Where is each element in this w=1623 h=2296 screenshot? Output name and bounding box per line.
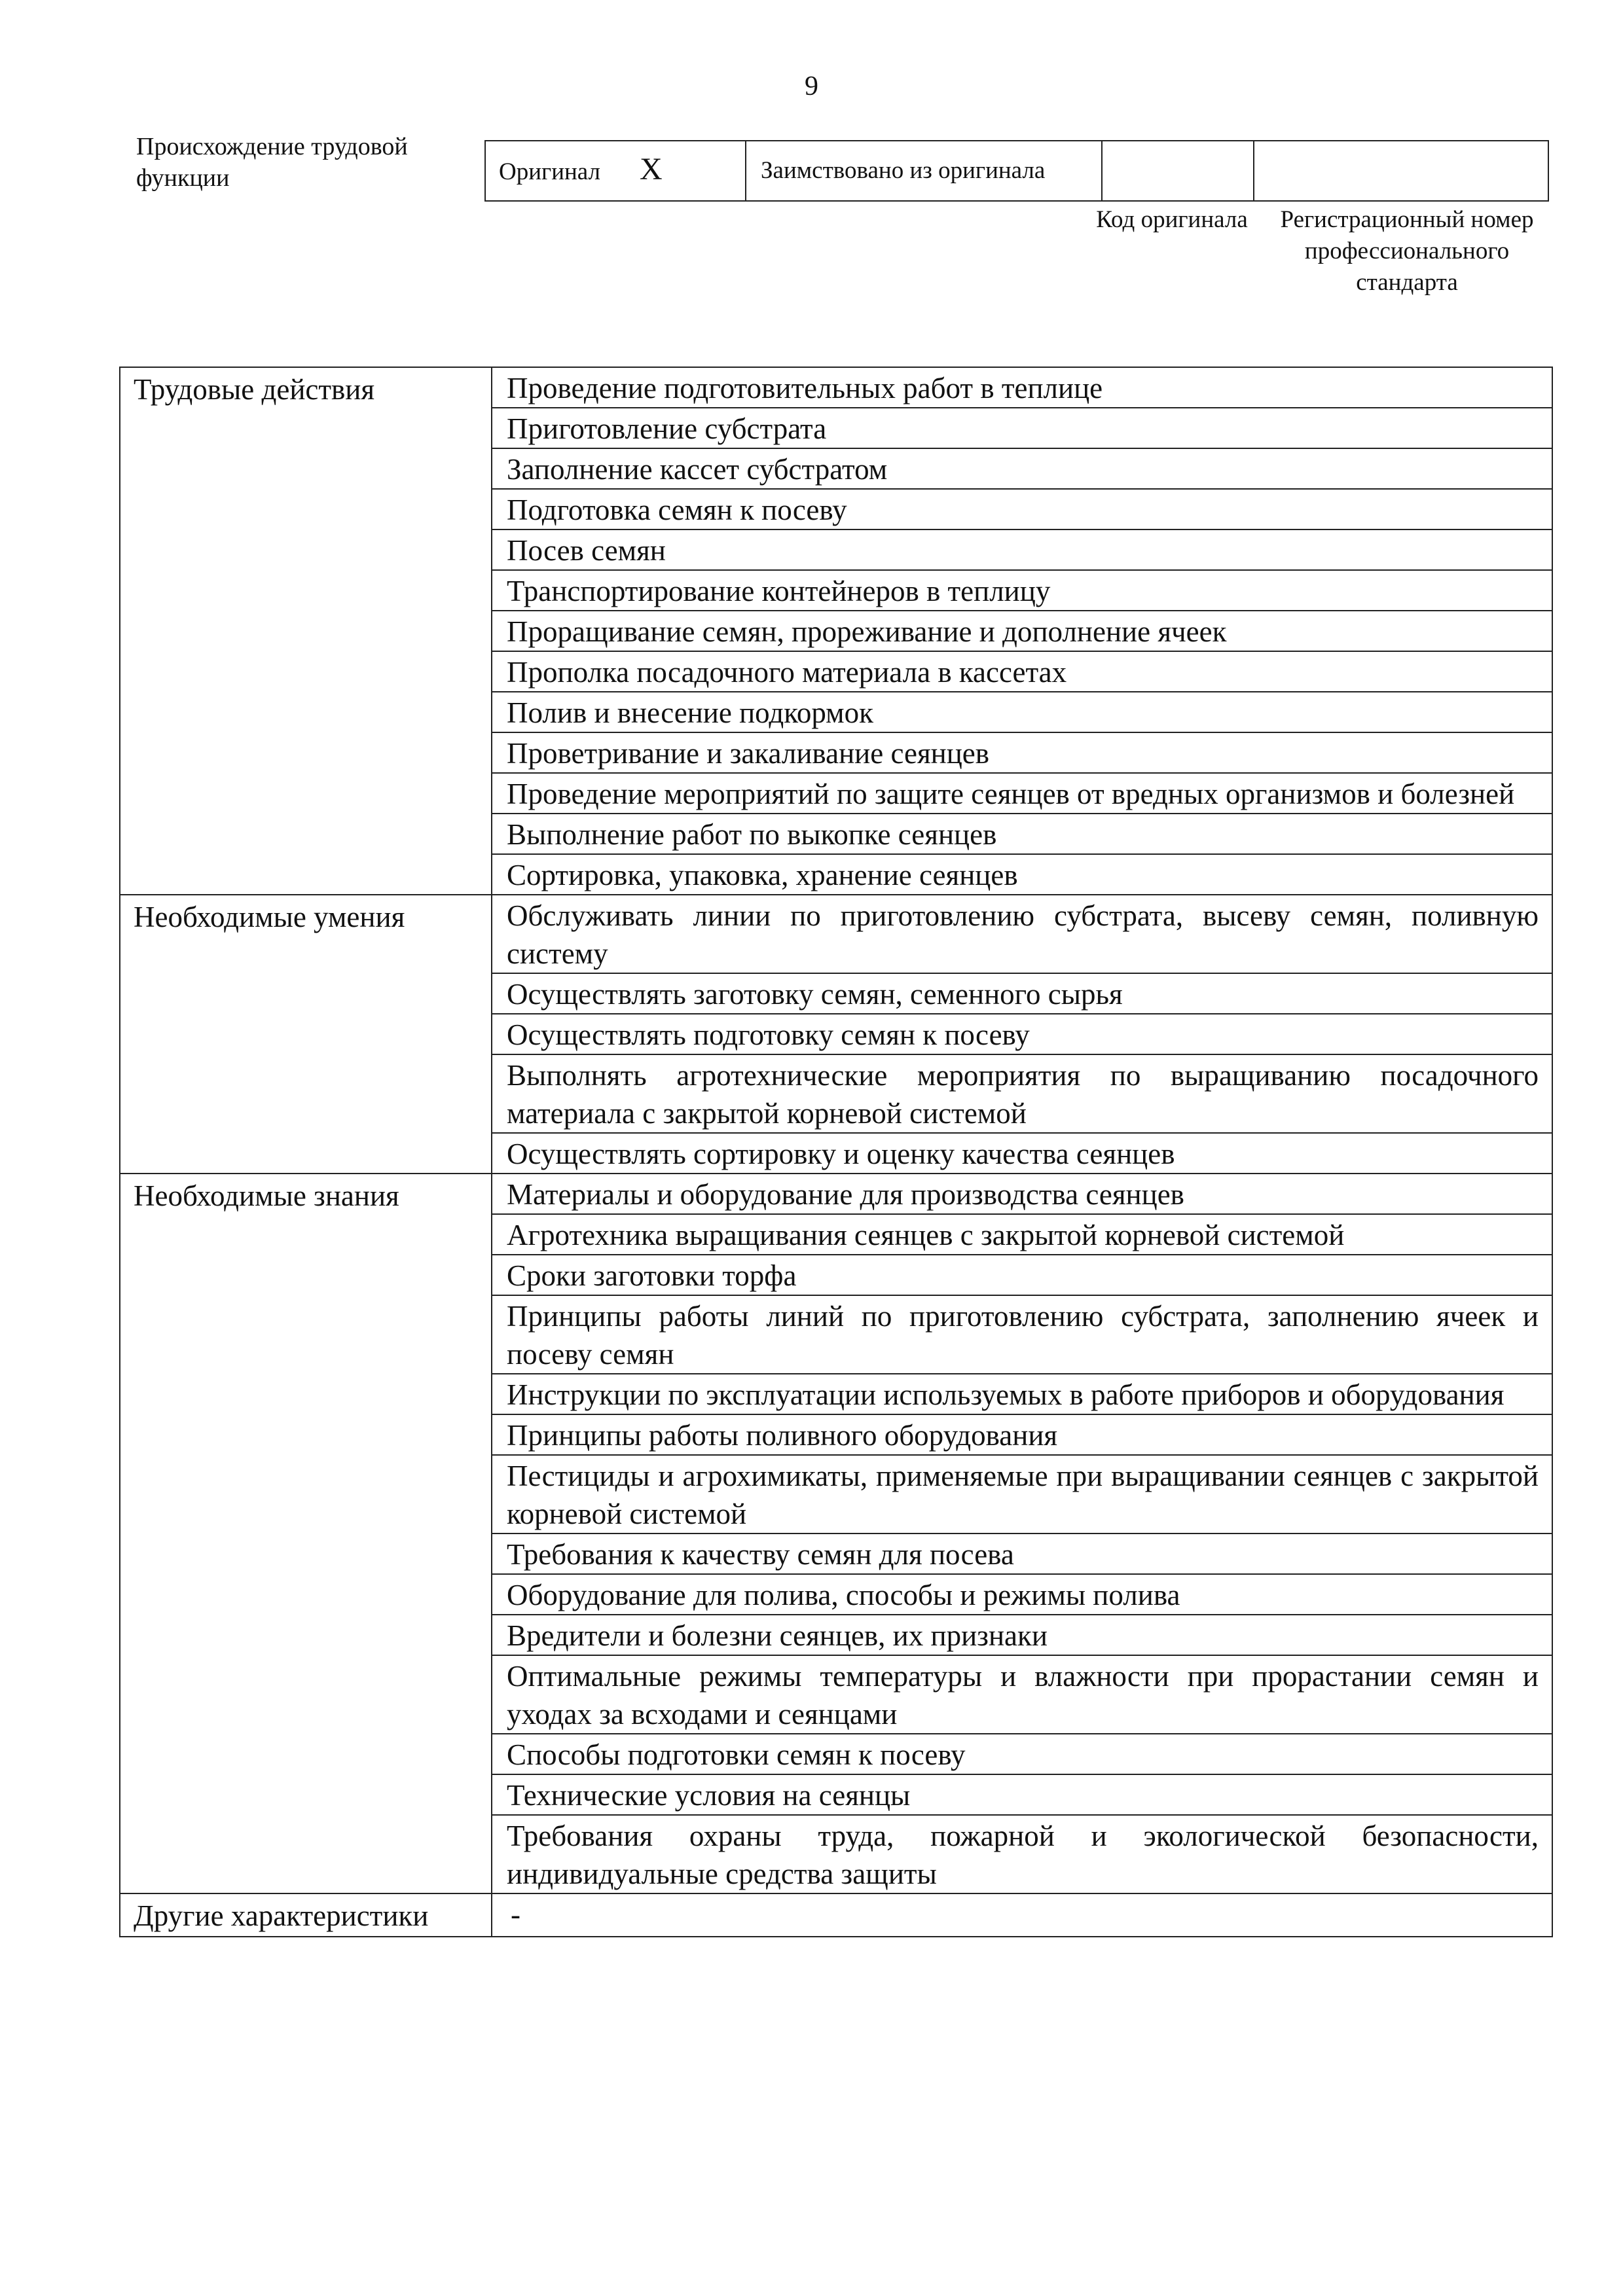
section-item: Проведение мероприятий по защите сеянцев от вредных организмов и болезней <box>492 773 1552 814</box>
section-item: Инструкции по эксплуатации используемых в работе приборов и оборудования <box>492 1374 1552 1414</box>
table-row <box>120 895 1552 973</box>
original-code-cell <box>1102 141 1254 201</box>
table-row <box>120 1174 1552 1214</box>
section-item: Приготовление субстрата <box>492 408 1552 448</box>
table-row <box>120 367 1552 408</box>
function-details-table <box>119 367 1553 1937</box>
caption-original-code: Код оригинала <box>1096 206 1248 233</box>
origin-table <box>484 140 1549 202</box>
section-item: Осуществлять заготовку семян, семенного сырья <box>492 973 1552 1014</box>
section-label: Необходимые умения <box>120 895 492 1174</box>
origin-label: Происхождение трудовой функции <box>136 133 408 192</box>
original-label: Оригинал <box>499 158 601 185</box>
section-label: Необходимые знания <box>120 1174 492 1893</box>
registration-number-cell <box>1254 141 1548 201</box>
section-item: Оптимальные режимы температуры и влажности при прорастании семян и уходах за всходами и сеянцами <box>492 1655 1552 1734</box>
section-item: Осуществлять сортировку и оценку качества сеянцев <box>492 1133 1552 1174</box>
table-row <box>120 1893 1552 1937</box>
section-item: Выполнять агротехнические мероприятия по выращиванию посадочного материала с закрытой корневой системой <box>492 1054 1552 1133</box>
section-item: Полив и внесение подкормок <box>492 692 1552 732</box>
section-item: Принципы работы линий по приготовлению субстрата, заполнению ячеек и посеву семян <box>492 1295 1552 1374</box>
section-item: Заполнение кассет субстратом <box>492 448 1552 489</box>
section-label: Другие характеристики <box>120 1893 492 1937</box>
section-item: Прополка посадочного материала в кассетах <box>492 651 1552 692</box>
section-item: Принципы работы поливного оборудования <box>492 1414 1552 1455</box>
section-item: Материалы и оборудование для производства сеянцев <box>492 1174 1552 1214</box>
section-label: Трудовые действия <box>120 367 492 895</box>
section-item: Транспортирование контейнеров в теплицу <box>492 570 1552 611</box>
section-item: Обслуживать линии по приготовлению субстрата, высеву семян, поливную систему <box>492 895 1552 973</box>
section-item: Проветривание и закаливание сеянцев <box>492 732 1552 773</box>
section-item: Подготовка семян к посеву <box>492 489 1552 529</box>
borrowed-label: Заимствовано из оригинала <box>746 141 1102 201</box>
section-item: Посев семян <box>492 529 1552 570</box>
caption-registration-number: Регистрационный номер профессионального стандарта <box>1280 206 1534 296</box>
section-item: Осуществлять подготовку семян к посеву <box>492 1014 1552 1054</box>
original-cell <box>485 141 746 201</box>
section-item: Сортировка, упаковка, хранение сеянцев <box>492 854 1552 895</box>
section-item: Требования к качеству семян для посева <box>492 1534 1552 1574</box>
section-item: Технические условия на сеянцы <box>492 1774 1552 1815</box>
section-item: Проведение подготовительных работ в теплице <box>492 367 1552 408</box>
section-item: Способы подготовки семян к посеву <box>492 1734 1552 1774</box>
section-item: Вредители и болезни сеянцев, их признаки <box>492 1615 1552 1655</box>
original-mark: X <box>640 152 663 187</box>
section-item: Оборудование для полива, способы и режимы полива <box>492 1574 1552 1615</box>
section-item: Сроки заготовки торфа <box>492 1255 1552 1295</box>
section-item: Требования охраны труда, пожарной и экологической безопасности, индивидуальные средства защиты <box>492 1815 1552 1893</box>
section-item: Агротехника выращивания сеянцев с закрытой корневой системой <box>492 1214 1552 1255</box>
section-item: - <box>492 1893 1552 1937</box>
section-item: Проращивание семян, прореживание и дополнение ячеек <box>492 611 1552 651</box>
section-item: Пестициды и агрохимикаты, применяемые при выращивании сеянцев с закрытой корневой системой <box>492 1455 1552 1534</box>
function-details-body <box>120 367 1552 1937</box>
section-item: Выполнение работ по выкопке сеянцев <box>492 814 1552 854</box>
page-number: 9 <box>805 71 818 101</box>
